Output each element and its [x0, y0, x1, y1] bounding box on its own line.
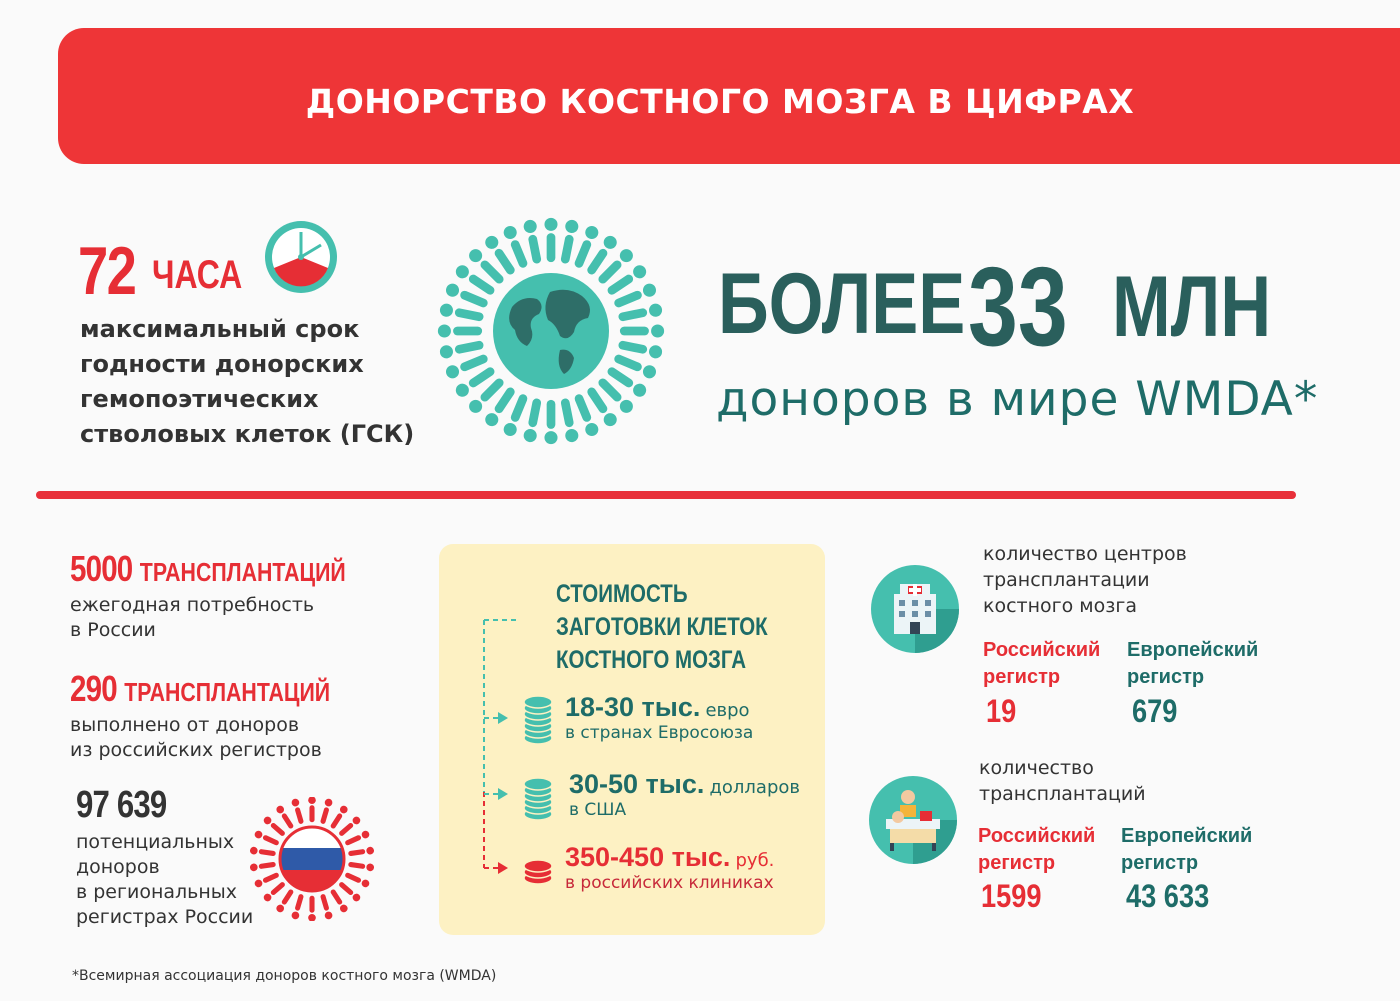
cost-connector [478, 612, 518, 882]
person-figure [544, 218, 557, 262]
label-line: регистр [978, 852, 1056, 874]
world-donors-prefix: БОЛЕЕ [718, 256, 966, 352]
page-title: ДОНОРСТВО КОСТНОГО МОЗГА В ЦИФРАХ [305, 82, 1135, 121]
desc-line: доноров [76, 856, 160, 878]
desc-line: регистрах России [76, 906, 254, 928]
people-globe-icon [432, 212, 670, 450]
shelf-life-unit: ЧАСА [152, 253, 243, 297]
person-figure [558, 397, 579, 443]
hospital-icon [870, 564, 960, 654]
footnote: *Всемирная ассоциация доноров костного мозга (WMDA) [72, 968, 497, 984]
stat-unit: ТРАНСПЛАНТАЦИЙ [139, 557, 346, 587]
cost-usa [569, 769, 800, 820]
clock-icon [262, 218, 340, 296]
label-line: регистр [1121, 852, 1199, 874]
person-figure [344, 871, 371, 889]
desc-line: потенциальных [76, 831, 235, 853]
label-line: Российский [978, 825, 1096, 847]
stat-potential-donors-desc [76, 830, 253, 930]
transplants-russian-label [978, 823, 1095, 877]
cost-value: 18-30 тыс. [565, 692, 701, 722]
world-donors-number: 33 [968, 244, 1068, 369]
coins-icon [522, 776, 554, 822]
people-russia-flag-icon [250, 797, 374, 921]
label-line: трансплантаций [979, 783, 1146, 805]
stat-annual-need [70, 548, 346, 590]
label-line: Российский [983, 639, 1101, 661]
stat-annual-need-desc [70, 593, 314, 643]
label-line: Европейский [1121, 825, 1253, 847]
desc-line: в России [70, 619, 156, 641]
world-donors-unit: МЛН [1112, 259, 1272, 355]
world-donors-description: доноров в мире WMDA* [716, 372, 1319, 427]
person-figure [348, 860, 374, 871]
person-figure [523, 219, 544, 265]
transplants-european-label [1121, 823, 1252, 877]
stat-potential-donors: 97 639 [76, 784, 167, 826]
person-figure [250, 860, 276, 871]
desc-line: из российских регистров [70, 739, 322, 761]
person-figure [439, 338, 485, 359]
cost-title [556, 578, 768, 677]
stat-unit: ТРАНСПЛАНТАЦИЙ [124, 677, 331, 707]
coins-icon [522, 856, 554, 886]
person-figure [308, 896, 316, 921]
desc-line: стволовых клеток (ГСК) [80, 420, 415, 448]
cost-where: в странах Евросоюза [565, 723, 754, 743]
label-line: регистр [1127, 666, 1205, 688]
person-figure [253, 871, 280, 889]
person-figure [558, 219, 579, 265]
person-figure [620, 324, 664, 337]
stat-performed [70, 668, 330, 710]
cost-eu [565, 692, 753, 743]
desc-line: в региональных [76, 881, 238, 903]
cost-russia [565, 842, 774, 893]
person-figure [308, 797, 316, 822]
cost-where: в российских клиниках [565, 873, 774, 893]
section-divider [36, 491, 1296, 499]
cost-value: 350-450 тыс. [565, 842, 731, 872]
person-figure [291, 893, 306, 920]
desc-line: выполнено от доноров [70, 714, 300, 736]
cost-where: в США [569, 800, 627, 820]
shelf-life-description [80, 312, 440, 452]
coins-icon [522, 694, 554, 746]
person-figure [253, 830, 280, 848]
transplants-russian-value: 1599 [981, 878, 1042, 914]
label-line: трансплантации [983, 569, 1150, 591]
desc-line: гемопоэтических [80, 385, 319, 413]
person-figure [291, 798, 306, 825]
centers-russian-value: 19 [986, 693, 1017, 729]
cost-value: 30-50 тыс. [569, 769, 705, 799]
person-figure [319, 798, 334, 825]
person-figure [439, 303, 485, 324]
label-line: количество [979, 757, 1094, 779]
person-figure [319, 893, 334, 920]
label-line: регистр [983, 666, 1061, 688]
stat-performed-desc [70, 713, 322, 763]
desc-line: ежегодная потребность [70, 594, 315, 616]
patient-bed-icon [868, 775, 958, 865]
desc-line: годности донорских [80, 350, 364, 378]
centers-european-value: 679 [1132, 693, 1178, 729]
title-line: СТОИМОСТЬ [556, 580, 688, 608]
person-figure [250, 846, 276, 857]
shelf-life-number: 72 [78, 233, 136, 309]
transplants-label [979, 755, 1146, 807]
person-figure [348, 846, 374, 857]
centers-label [983, 541, 1187, 619]
person-figure [544, 400, 557, 444]
cost-currency: евро [705, 700, 750, 721]
centers-european-label [1127, 637, 1258, 691]
person-figure [344, 830, 371, 848]
stat-number: 5000 [70, 548, 133, 589]
cost-currency: долларов [709, 777, 800, 798]
person-figure [523, 397, 544, 443]
cost-currency: руб. [735, 850, 775, 871]
stat-number: 290 [70, 668, 117, 709]
title-line: ЗАГОТОВКИ КЛЕТОК [556, 613, 768, 641]
centers-russian-label [983, 637, 1100, 691]
title-line: КОСТНОГО МОЗГА [556, 646, 747, 674]
label-line: количество центров [983, 543, 1187, 565]
person-figure [617, 338, 663, 359]
transplants-european-value: 43 633 [1126, 878, 1210, 914]
person-figure [438, 324, 482, 337]
label-line: Европейский [1127, 639, 1259, 661]
person-figure [617, 303, 663, 324]
label-line: костного мозга [983, 595, 1137, 617]
desc-line: максимальный срок [80, 315, 360, 343]
